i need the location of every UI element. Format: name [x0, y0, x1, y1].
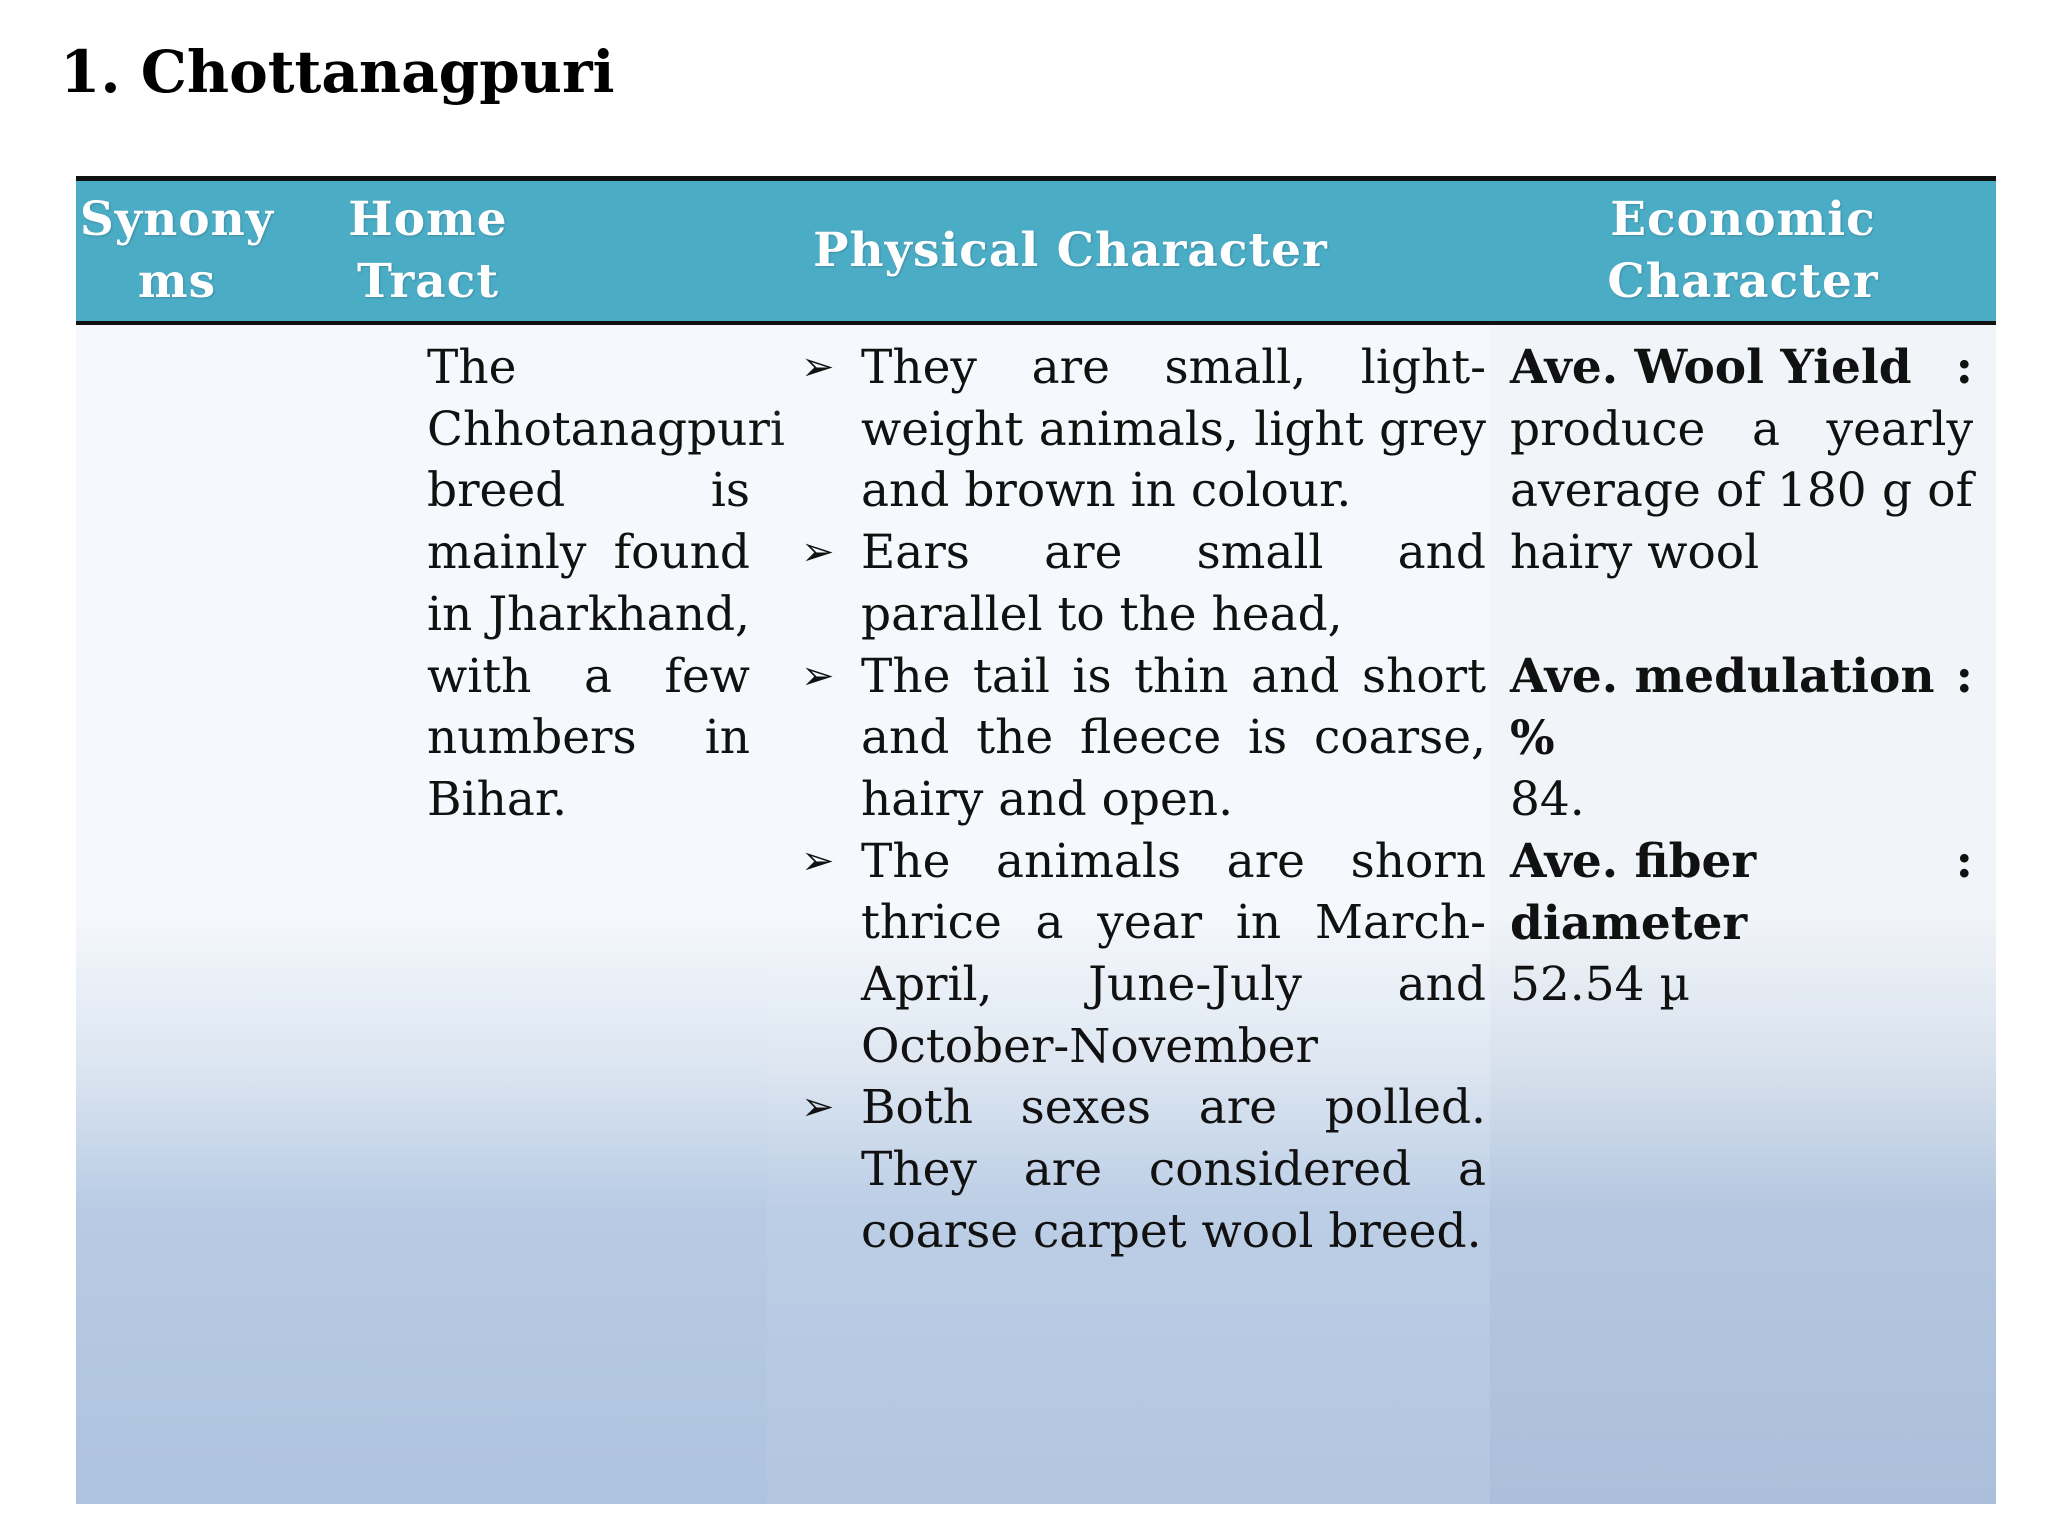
physical-character-item [795, 522, 1486, 645]
medulation-value: 84. [1510, 772, 1585, 828]
header-synonyms: Synonyms [79, 192, 275, 309]
arrow-bullet-icon: ➢ [801, 1084, 835, 1131]
header-home-tract: Home Tract [348, 192, 508, 309]
slide-title: 1. Chottanagpuri [60, 38, 615, 106]
medulation-label: Ave. medulation % [1510, 649, 1935, 766]
header-economic-character: Economic Character [1607, 192, 1879, 309]
fiber-diameter-value: 52.54 µ [1510, 957, 1691, 1013]
arrow-bullet-icon: ➢ [801, 837, 835, 884]
economic-wool-yield: Ave. Wool Yield : produce a yearly average of 180 g of hairy wool [1510, 337, 1973, 584]
arrow-bullet-icon: ➢ [801, 529, 835, 576]
breed-table [76, 176, 1996, 1504]
home-tract-text: The Chhotanagpuri breed is mainly found in Jharkhand, with a few numbers in Bihar. [427, 340, 785, 827]
home-tract-cell [332, 325, 785, 1504]
arrow-bullet-icon: ➢ [801, 652, 835, 699]
table-body [76, 325, 1996, 1504]
physical-character-item [795, 831, 1486, 1078]
physical-character-text: Both sexes are polled. They are considered a coarse carpet wool breed. [861, 1080, 1486, 1259]
economic-character-cell [1490, 325, 1996, 1504]
fiber-diameter-label: Ave. fiber diameter [1510, 834, 1757, 951]
physical-character-text: They are small, light-weight animals, light grey and brown in colour. [861, 340, 1486, 519]
physical-character-item [795, 337, 1486, 522]
header-physical-character: Physical Character [813, 223, 1328, 278]
economic-medulation: Ave. medulation % : 84. [1510, 646, 1973, 831]
physical-character-text: The tail is thin and short and the fleece is coarse, hairy and open. [861, 648, 1486, 827]
physical-character-list [795, 337, 1486, 1263]
wool-yield-label: Ave. Wool Yield [1510, 340, 1912, 395]
physical-character-item [795, 646, 1486, 831]
physical-character-item [795, 1077, 1486, 1262]
table-header [76, 181, 1996, 325]
physical-character-cell [767, 325, 1490, 1504]
arrow-bullet-icon: ➢ [801, 344, 835, 390]
physical-character-text: Ears are small and parallel to the head, [861, 525, 1486, 642]
wool-yield-value: produce a yearly average of 180 g of hairy wool [1510, 401, 1973, 581]
synonyms-cell [76, 325, 332, 1504]
economic-fiber-diameter: Ave. fiber diameter : 52.54 µ [1510, 831, 1973, 1016]
physical-character-text: The animals are shorn thrice a year in March-April, June-July and October-November [861, 833, 1486, 1074]
